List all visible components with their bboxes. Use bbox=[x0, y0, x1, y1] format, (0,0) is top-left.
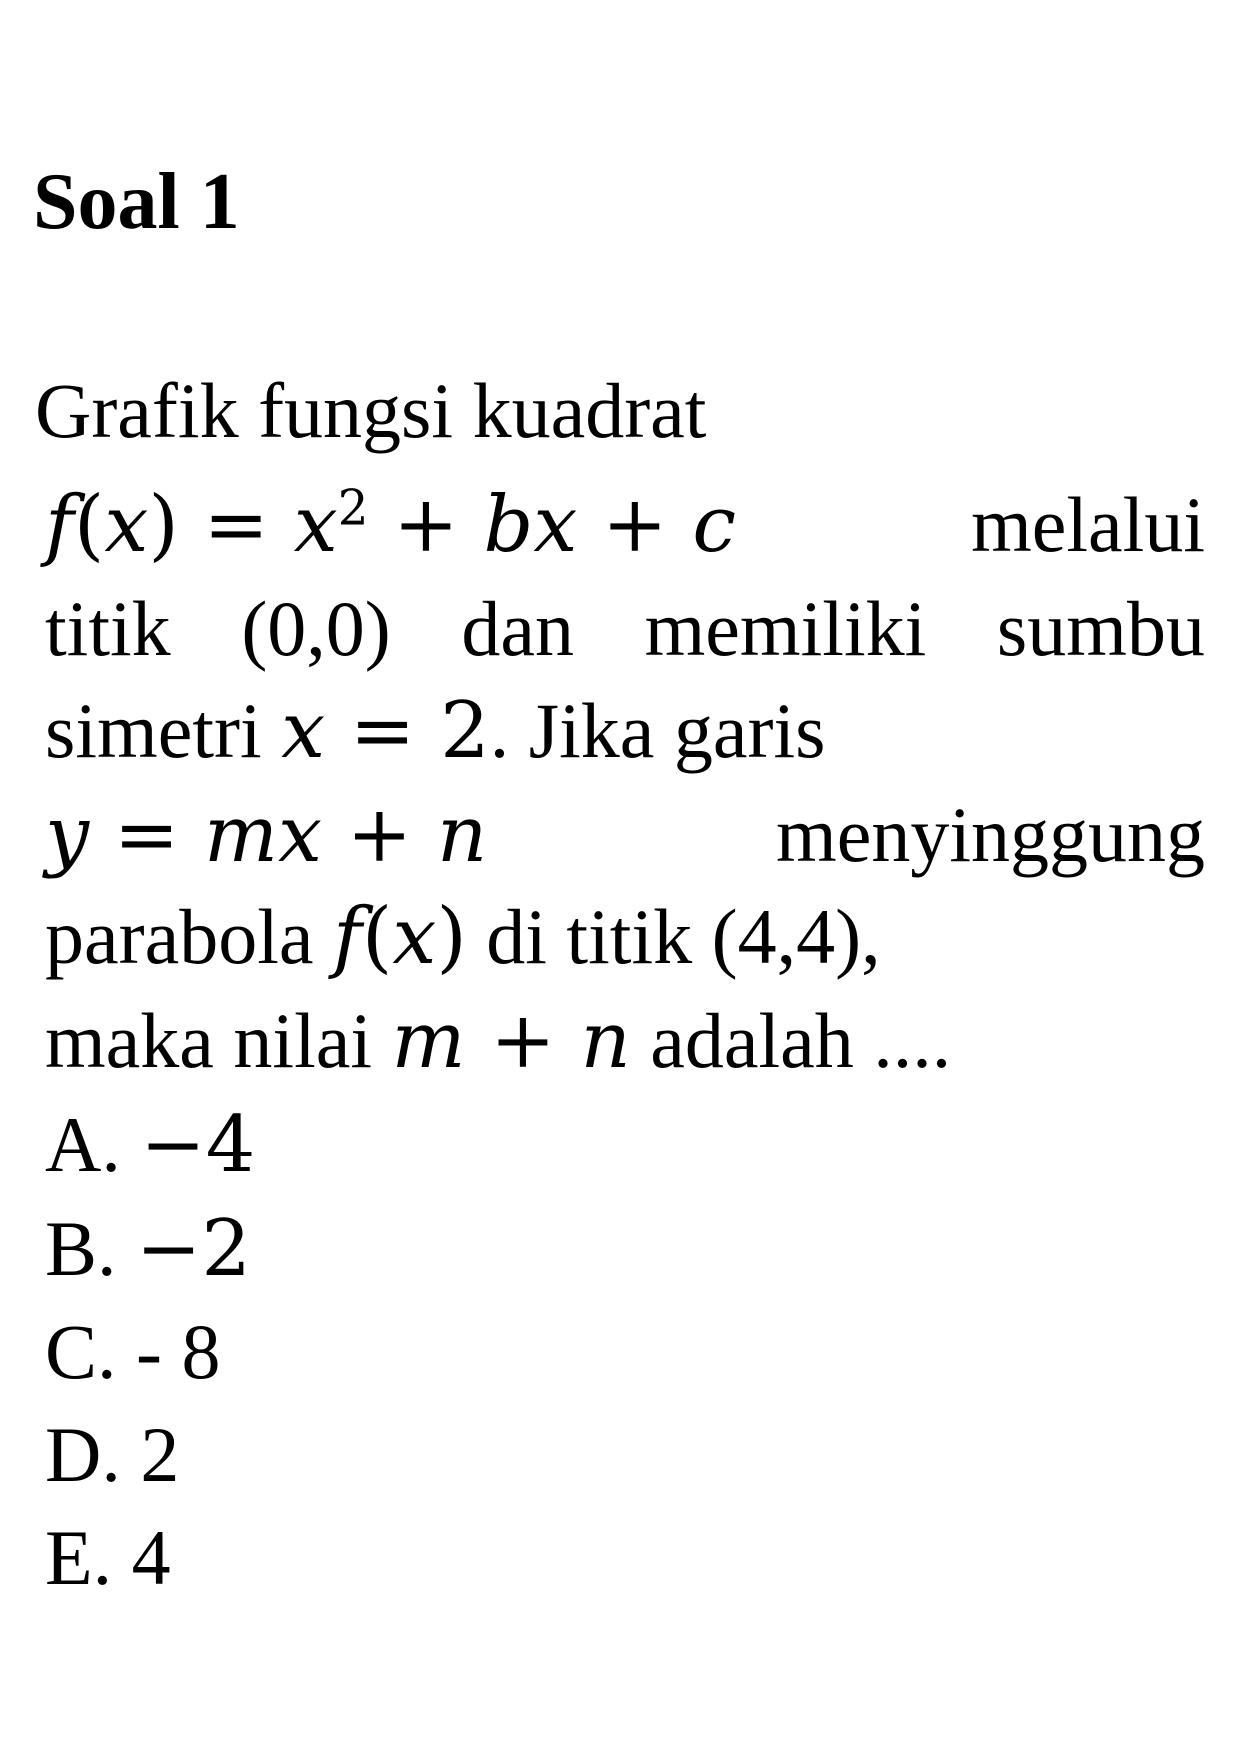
word: dan bbox=[461, 585, 575, 672]
question-line-5 bbox=[45, 790, 1205, 880]
question-line-4: simetri x = 2. Jika garis bbox=[45, 686, 826, 776]
option-b: B. −2 bbox=[45, 1204, 252, 1294]
function-equation: $f(x) = x^2$ + bx + c bbox=[45, 480, 736, 570]
point-origin: (0,0) bbox=[241, 585, 391, 672]
word-menyinggung: menyinggung bbox=[776, 791, 1205, 878]
question-title: Soal 1 bbox=[33, 158, 240, 246]
option-d: D. 2 bbox=[45, 1411, 180, 1498]
word-melalui: melalui bbox=[971, 481, 1205, 568]
question-line-2 bbox=[45, 480, 1205, 570]
word: titik bbox=[45, 585, 171, 672]
option-a: A. −4 bbox=[45, 1100, 256, 1190]
question-line-6: parabola f(x) di titik (4,4), bbox=[45, 892, 881, 982]
option-e: E. 4 bbox=[45, 1514, 171, 1601]
word: sumbu bbox=[996, 585, 1205, 672]
option-c: C. - 8 bbox=[45, 1308, 221, 1395]
question-line-7: maka nilai m + n adalah .... bbox=[45, 996, 952, 1086]
line-equation: y = mx + n bbox=[45, 790, 488, 880]
question-line-1: Grafik fungsi kuadrat bbox=[35, 367, 707, 454]
word: memiliki bbox=[644, 585, 927, 672]
question-line-3 bbox=[45, 585, 1205, 672]
